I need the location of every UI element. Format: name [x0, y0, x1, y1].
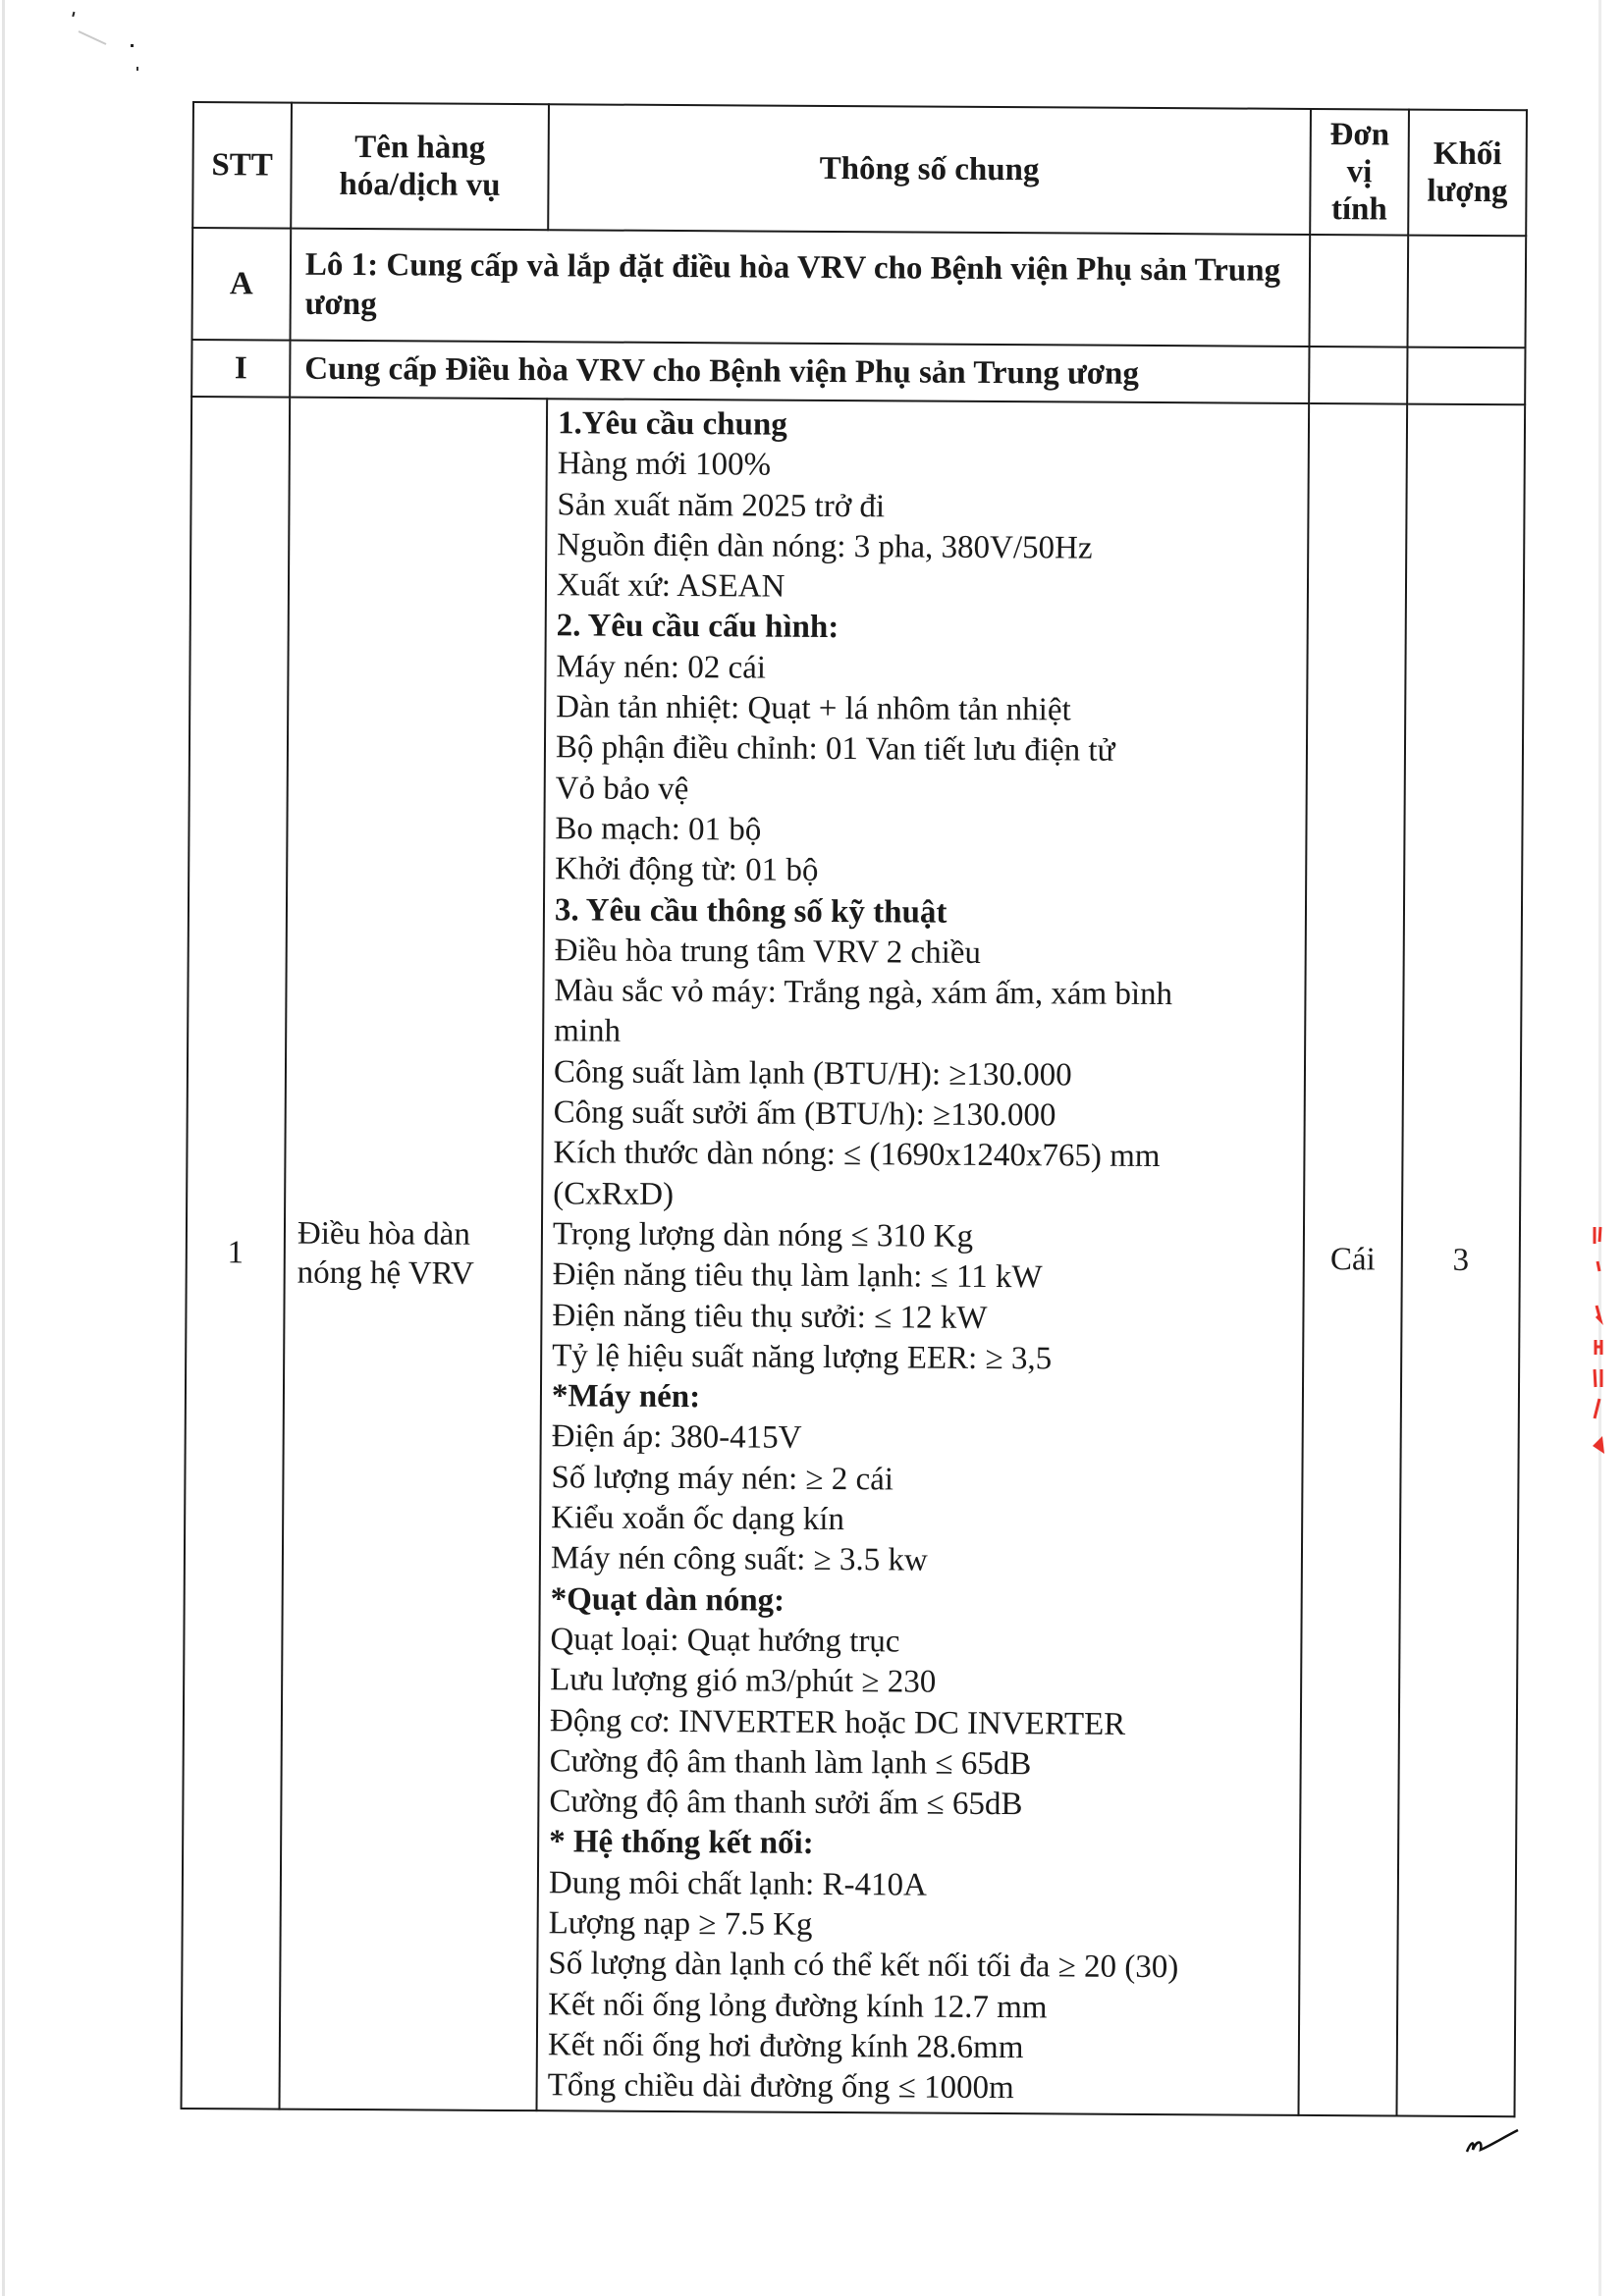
handwritten-initials — [1463, 2128, 1522, 2158]
spec-line: Kết nối ống lỏng đường kính 12.7 mm — [548, 1986, 1048, 2025]
scan-edge-left — [2, 0, 5, 2296]
spec-heading: *Máy nén: — [551, 1378, 701, 1415]
spec-line: Dung môi chất lạnh: R-410A — [548, 1864, 927, 1903]
spec-line: Máy nén công suất: ≥ 3.5 kw — [550, 1540, 928, 1578]
header-unit-text: Đơn vị tính — [1329, 117, 1390, 228]
spec-line: Sản xuất năm 2025 trở đi — [557, 486, 886, 524]
spec-heading: *Quạt dàn nóng: — [550, 1580, 785, 1619]
section-code: I — [191, 340, 290, 398]
header-stt: STT — [192, 102, 292, 229]
section-row-i — [191, 340, 1525, 404]
spec-line: Tỷ lệ hiệu suất năng lượng EER: ≥ 3,5 — [552, 1338, 1053, 1377]
spec-line: Xuất xứ: ASEAN — [556, 567, 785, 605]
spec-line: Điện năng tiêu thụ sưởi: ≤ 12 kW — [552, 1297, 988, 1336]
spec-line: Số lượng dàn lạnh có thể kết nối tối đa ≥ 20 (30) — [548, 1946, 1179, 1986]
section-title: Cung cấp Điều hòa VRV cho Bệnh viện Phụ sản Trung ương — [290, 341, 1309, 403]
spec-heading: * Hệ thống kết nối: — [549, 1824, 814, 1862]
spec-line: Bo mạch: 01 bộ — [555, 811, 762, 848]
section-code: A — [192, 228, 292, 341]
spec-line: Số lượng máy nén: ≥ 2 cái — [551, 1459, 894, 1498]
spec-line: Tổng chiều dài đường ống ≤ 1000m — [547, 2067, 1014, 2107]
table-row-item-1 — [182, 397, 1526, 2117]
header-quantity — [1408, 110, 1527, 237]
item-stt: 1 — [182, 397, 291, 2109]
red-stamp-marks — [1583, 1222, 1612, 1468]
spec-line: Trọng lượng dàn nóng ≤ 310 Kg — [552, 1216, 974, 1255]
section-unit-empty — [1309, 347, 1407, 404]
header-quantity-text: Khối lượng — [1427, 135, 1508, 210]
section-quantity-empty — [1407, 236, 1526, 348]
spec-line: Máy nén: 02 cái — [556, 649, 767, 686]
spec-line: Nguồn điện dàn nóng: 3 pha, 380V/50Hz — [557, 527, 1093, 566]
section-quantity-empty — [1407, 347, 1525, 405]
section-title: Lô 1: Cung cấp và lắp đặt điều hòa VRV cho Bệnh viện Phụ sản Trung ương — [291, 229, 1311, 347]
spec-line: Điều hòa trung tâm VRV 2 chiều — [554, 933, 982, 971]
item-name: Điều hòa dàn nóng hệ VRV — [280, 398, 548, 2111]
spec-line: Công suất làm lạnh (BTU/H): ≥130.000 — [553, 1054, 1072, 1094]
spec-heading: 2. Yêu cầu cấu hình: — [556, 608, 839, 646]
scan-specks — [69, 10, 147, 79]
spec-line: Màu sắc vỏ máy: Trắng ngà, xám ấm, xám bình — [554, 973, 1173, 1013]
section-row-a — [192, 228, 1527, 347]
spec-line: Kiểu xoắn ốc dạng kín — [551, 1500, 845, 1538]
spec-line: Khởi động từ: 01 bộ — [555, 851, 819, 889]
spec-line: Cường độ âm thanh làm lạnh ≤ 65dB — [549, 1743, 1032, 1783]
spec-line: Lượng nạp ≥ 7.5 Kg — [548, 1905, 813, 1943]
specification-table — [180, 101, 1527, 2118]
scan-edge-right — [1598, 0, 1601, 2296]
spec-line: Lưu lượng gió m3/phút ≥ 230 — [550, 1662, 937, 1700]
spec-line: Vỏ bảo vệ — [555, 770, 689, 807]
spec-line: Dàn tản nhiệt: Quạt + lá nhôm tản nhiệt — [556, 689, 1071, 728]
header-name — [291, 103, 549, 231]
item-unit: Cái — [1298, 403, 1407, 2116]
section-unit-empty — [1309, 235, 1408, 347]
spec-line: Quạt loại: Quạt hướng trục — [550, 1622, 900, 1660]
spec-line: Động cơ: INVERTER hoặc DC INVERTER — [549, 1702, 1126, 1742]
spec-line: Cường độ âm thanh sưởi ấm ≤ 65dB — [549, 1784, 1023, 1823]
spec-line: (CxRxD) — [553, 1175, 675, 1212]
table-header-row — [192, 102, 1527, 236]
header-specs: Thông số chung — [548, 104, 1311, 235]
spec-list — [548, 403, 1303, 2110]
header-unit — [1310, 109, 1409, 236]
spec-line: Hàng mới 100% — [557, 446, 772, 483]
spec-line: Điện năng tiêu thụ làm lạnh: ≤ 11 kW — [552, 1256, 1043, 1296]
spec-line: Công suất sưởi ấm (BTU/h): ≥130.000 — [553, 1095, 1056, 1134]
header-name-text: Tên hàng hóa/dịch vụ — [339, 130, 501, 203]
item-specs — [536, 399, 1309, 2115]
spec-heading: 3. Yêu cầu thông số kỹ thuật — [554, 891, 947, 931]
spec-line: Kích thước dàn nóng: ≤ (1690x1240x765) mm — [553, 1135, 1161, 1175]
spec-line: Bộ phận điều chỉnh: 01 Van tiết lưu điện tử — [555, 729, 1115, 770]
spec-line: Điện áp: 380-415V — [551, 1418, 802, 1457]
spec-heading: 1.Yêu cầu chung — [557, 405, 787, 443]
spec-line: minh — [554, 1013, 622, 1050]
item-quantity: 3 — [1396, 404, 1525, 2117]
spec-line: Kết nối ống hơi đường kính 28.6mm — [547, 2027, 1024, 2066]
